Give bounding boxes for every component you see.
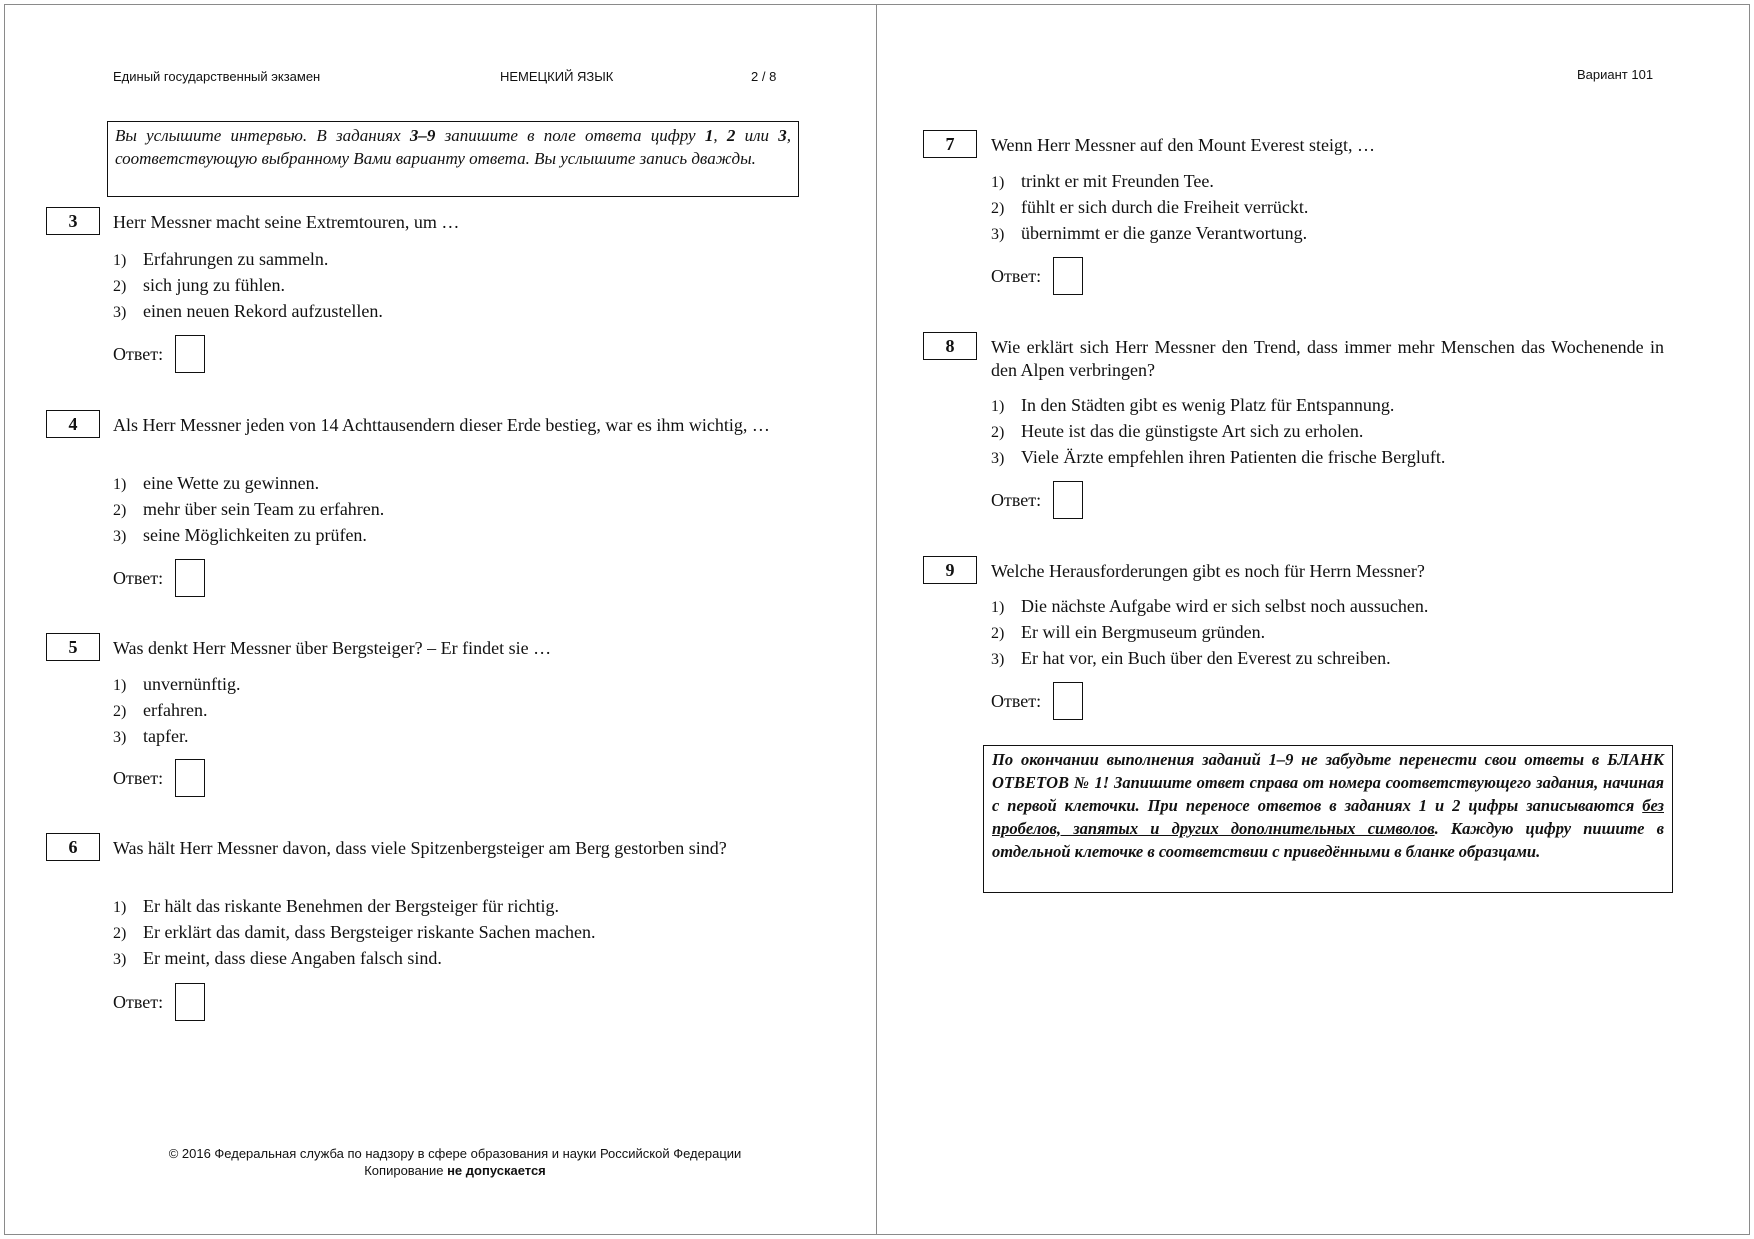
answer-label: Ответ: <box>991 690 1042 711</box>
option: 3) übernimmt er die ganze Verantwortung. <box>991 223 1308 243</box>
option: 3) Viele Ärzte empfehlen ihren Patienten die frische Bergluft. <box>991 447 1446 467</box>
answer-row <box>991 481 1083 519</box>
option: 1) eine Wette zu gewinnen. <box>113 473 320 493</box>
right-page <box>876 4 1750 1235</box>
answer-box[interactable] <box>1053 257 1083 295</box>
options-list <box>991 169 1308 247</box>
option: 1) In den Städten gibt es wenig Platz für Entspannung. <box>991 395 1395 415</box>
option: 3) seine Möglichkeiten zu prüfen. <box>113 525 367 545</box>
page-number: 2 / 8 <box>751 69 777 84</box>
option: 1) trinkt er mit Freunden Tee. <box>991 171 1214 191</box>
options-list <box>113 471 384 549</box>
option: 1) unvernünftig. <box>113 674 241 694</box>
option: 1) Erfahrungen zu sammeln. <box>113 249 329 269</box>
answer-box[interactable] <box>1053 481 1083 519</box>
question-number: 9 <box>923 556 977 584</box>
question-number: 8 <box>923 332 977 360</box>
answer-label: Ответ: <box>113 567 164 588</box>
exam-title: Единый государственный экзамен <box>113 69 321 84</box>
answer-box[interactable] <box>175 335 205 373</box>
option: 2) fühlt er sich durch die Freiheit verrückt. <box>991 197 1309 217</box>
answer-label: Ответ: <box>113 767 164 788</box>
question-text: Herr Messner macht seine Extremtouren, um … <box>113 212 460 232</box>
question-text: Wie erklärt sich Herr Messner den Trend, dass immer mehr Menschen das Wochenende in den Alpen verbringen? <box>991 337 1664 380</box>
answer-row <box>113 559 205 597</box>
answer-label: Ответ: <box>113 991 164 1012</box>
question-number: 6 <box>46 833 100 861</box>
answer-box[interactable] <box>1053 682 1083 720</box>
question-text: Was denkt Herr Messner über Bergsteiger? – Er findet sie … <box>113 638 552 658</box>
options-list <box>113 672 240 750</box>
answer-label: Ответ: <box>991 265 1042 286</box>
option: 3) einen neuen Rekord aufzustellen. <box>113 301 383 321</box>
option: 3) tapfer. <box>113 726 189 746</box>
subject-title: НЕМЕЦКИЙ ЯЗЫК <box>500 69 614 84</box>
answer-row <box>113 759 205 797</box>
question-number: 5 <box>46 633 100 661</box>
answer-label: Ответ: <box>991 489 1042 510</box>
option: 3) Er meint, dass diese Angaben falsch sind. <box>113 948 442 968</box>
copy-notice: Копирование не допускается <box>364 1163 546 1178</box>
answer-row <box>113 335 205 373</box>
option: 2) Heute ist das die günstigste Art sich zu erholen. <box>991 421 1364 441</box>
option: 1) Er hält das riskante Benehmen der Bergsteiger für richtig. <box>113 896 560 916</box>
answer-box[interactable] <box>175 559 205 597</box>
option: 1) Die nächste Aufgabe wird er sich selbst noch aussuchen. <box>991 596 1429 616</box>
variant-label: Вариант 101 <box>1577 67 1654 82</box>
transfer-answers-note: По окончании выполнения заданий 1–9 не забудьте перенести свои ответы в БЛАНК ОТВЕТОВ № 1! Запишите ответ справа от номера соответствующего задания, начиная с первой клеточки. При переносе ответов в заданиях 1 и 2 цифры записываются без пробелов, запятых и других дополнительных символов. Каждую цифру пишите в отдельной клеточке в соответствии с приведёнными в бланке образцами. <box>983 745 1673 893</box>
option: 2) sich jung zu fühlen. <box>113 275 285 295</box>
question-text: Welche Herausforderungen gibt es noch für Herrn Messner? <box>991 561 1425 581</box>
listening-instruction: Вы услышите интервью. В заданиях 3–9 запишите в поле ответа цифру 1, 2 или 3, соответствующую выбранному Вами варианту ответа. Вы услышите запись дважды. <box>107 121 799 197</box>
options-list <box>991 393 1445 471</box>
option: 2) Er will ein Bergmuseum gründen. <box>991 622 1266 642</box>
question-text: Was hält Herr Messner davon, dass viele Spitzenbergsteiger am Berg gestorben sind? <box>113 838 727 858</box>
answer-label: Ответ: <box>113 343 164 364</box>
options-list <box>113 894 596 972</box>
answer-box[interactable] <box>175 983 205 1021</box>
question-number: 3 <box>46 207 100 235</box>
answer-box[interactable] <box>175 759 205 797</box>
question-text: Wenn Herr Messner auf den Mount Everest steigt, … <box>991 135 1375 155</box>
question-number: 7 <box>923 130 977 158</box>
copyright-footer <box>105 1145 805 1179</box>
answer-row <box>991 682 1083 720</box>
question-text: Als Herr Messner jeden von 14 Achttausendern dieser Erde bestieg, war es ihm wichtig, … <box>113 415 770 435</box>
question-number: 4 <box>46 410 100 438</box>
copyright-line: © 2016 Федеральная служба по надзору в сфере образования и науки Российской Федерации <box>168 1146 742 1161</box>
option: 2) erfahren. <box>113 700 208 720</box>
left-page <box>4 4 878 1235</box>
options-list <box>113 247 383 325</box>
option: 2) mehr über sein Team zu erfahren. <box>113 499 385 519</box>
option: 2) Er erklärt das damit, dass Bergsteiger riskante Sachen machen. <box>113 922 596 942</box>
options-list <box>991 594 1428 672</box>
answer-row <box>991 257 1083 295</box>
option: 3) Er hat vor, ein Buch über den Everest zu schreiben. <box>991 648 1391 668</box>
answer-row <box>113 983 205 1021</box>
